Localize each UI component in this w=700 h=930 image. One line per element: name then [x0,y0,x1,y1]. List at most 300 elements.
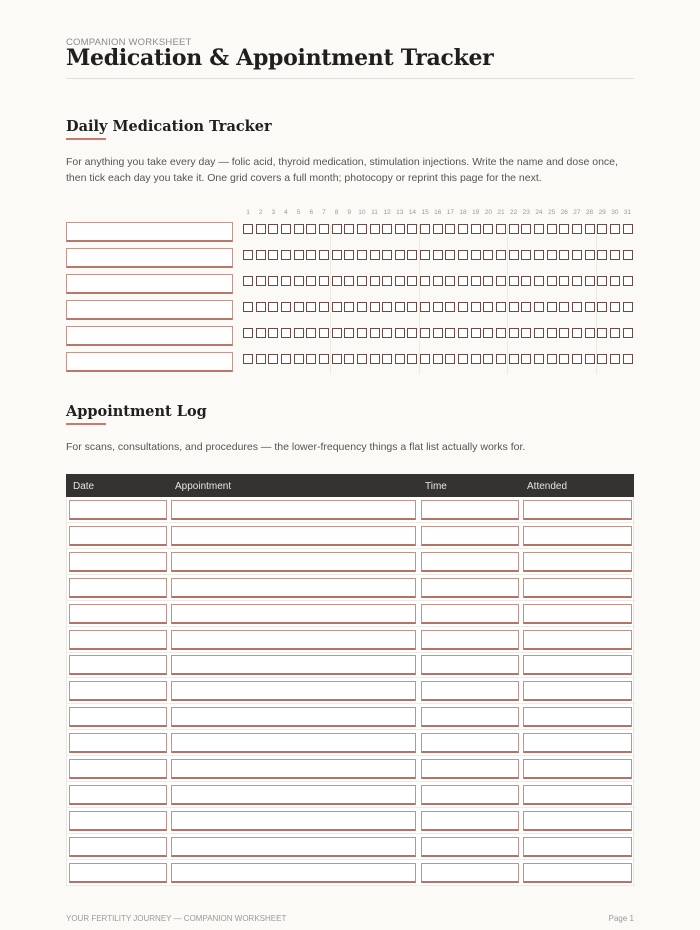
day-checkbox[interactable] [623,224,633,234]
day-checkbox[interactable] [445,224,455,234]
day-checkbox[interactable] [483,224,493,234]
day-number: 2 [258,209,263,216]
day-checkbox[interactable] [370,302,380,312]
day-checkbox[interactable] [623,302,633,312]
day-checkbox[interactable] [597,276,607,286]
date-field[interactable] [69,863,167,883]
day-checkbox[interactable] [496,328,506,338]
footer-text: YOUR FERTILITY JOURNEY — COMPANION WORKSHEET [66,914,287,923]
day-checkbox[interactable] [610,302,620,312]
day-checkbox[interactable] [483,328,493,338]
day-checkbox[interactable] [572,224,582,234]
day-checkbox[interactable] [547,276,557,286]
appointment-field[interactable] [171,681,416,701]
day-checkbox[interactable] [433,224,443,234]
time-field[interactable] [421,759,519,779]
day-checkbox[interactable] [268,224,278,234]
day-checkbox[interactable] [357,354,367,364]
table-row [67,782,635,808]
date-field[interactable] [69,837,167,857]
day-checkbox[interactable] [445,354,455,364]
attended-field[interactable] [523,681,632,701]
day-checkbox[interactable] [370,328,380,338]
appointment-table-body [66,497,634,886]
day-number: 25 [547,209,556,216]
appointment-description: For scans, consultations, and procedures — the lower-frequency things a flat list actually works for. [66,441,526,453]
attended-field[interactable] [523,655,632,675]
attended-field[interactable] [523,604,632,624]
day-checkbox[interactable] [281,250,291,260]
day-checkbox[interactable] [534,276,544,286]
day-checkbox[interactable] [281,354,291,364]
day-number: 12 [383,209,391,216]
table-row [67,808,635,834]
date-field[interactable] [69,604,167,624]
day-checkbox[interactable] [547,354,557,364]
day-checkbox[interactable] [357,276,367,286]
day-checkbox[interactable] [496,354,506,364]
day-checkbox[interactable] [256,224,266,234]
appointment-field[interactable] [171,811,416,831]
day-checkbox[interactable] [395,328,405,338]
day-number: 5 [296,209,301,216]
time-field[interactable] [421,655,519,675]
day-checkbox[interactable] [420,276,430,286]
day-checkbox[interactable] [332,302,342,312]
day-checkbox[interactable] [407,224,417,234]
day-checkbox[interactable] [395,250,405,260]
day-checkbox[interactable] [433,328,443,338]
day-checkbox[interactable] [306,276,316,286]
attended-field[interactable] [523,759,632,779]
date-field[interactable] [69,811,167,831]
column-header-appointment: Appointment [175,481,232,492]
day-checkbox[interactable] [585,354,595,364]
day-checkbox[interactable] [585,224,595,234]
day-checkbox[interactable] [306,302,316,312]
day-number: 9 [347,209,351,216]
day-checkbox[interactable] [521,276,531,286]
day-checkbox[interactable] [357,250,367,260]
day-checkbox[interactable] [420,354,430,364]
day-checkbox[interactable] [319,302,329,312]
day-checkbox[interactable] [483,276,493,286]
day-number: 3 [271,209,276,216]
day-checkbox[interactable] [471,224,481,234]
table-row [67,652,635,678]
appointment-field[interactable] [171,655,416,675]
appointment-field[interactable] [171,759,416,779]
date-field[interactable] [69,681,167,701]
day-checkbox[interactable] [458,354,468,364]
day-checkbox[interactable] [483,354,493,364]
day-checkbox[interactable] [534,224,544,234]
day-checkbox[interactable] [597,250,607,260]
day-checkbox[interactable] [509,328,519,338]
day-checkbox[interactable] [521,250,531,260]
day-checkbox[interactable] [445,276,455,286]
day-checkbox[interactable] [268,302,278,312]
day-checkbox[interactable] [332,328,342,338]
day-checkbox[interactable] [458,328,468,338]
time-field[interactable] [421,604,519,624]
day-number: 15 [421,209,429,216]
date-field[interactable] [69,500,167,520]
day-checkbox[interactable] [547,302,557,312]
day-checkbox[interactable] [344,250,354,260]
day-checkbox[interactable] [370,276,380,286]
attended-field[interactable] [523,811,632,831]
attended-field[interactable] [523,630,632,650]
day-checkbox[interactable] [597,224,607,234]
day-checkbox[interactable] [256,276,266,286]
date-field[interactable] [69,578,167,598]
day-checkbox[interactable] [256,250,266,260]
day-checkbox[interactable] [420,328,430,338]
day-checkbox[interactable] [509,224,519,234]
table-row [67,860,635,886]
table-row [67,627,635,653]
day-checkbox[interactable] [597,302,607,312]
attended-field[interactable] [523,785,632,805]
date-field[interactable] [69,785,167,805]
day-number: 23 [522,209,530,216]
day-checkbox[interactable] [382,302,392,312]
day-number: 26 [560,209,568,216]
day-number: 17 [446,209,454,216]
day-checkbox[interactable] [294,250,304,260]
appointment-field[interactable] [171,552,416,572]
day-checkbox[interactable] [344,354,354,364]
attended-field[interactable] [523,500,632,520]
day-checkbox[interactable] [623,328,633,338]
day-checkbox[interactable] [610,250,620,260]
day-number: 1 [246,209,250,216]
table-row [67,575,635,601]
day-checkbox[interactable] [294,276,304,286]
medication-name-field[interactable] [66,248,233,268]
day-checkbox[interactable] [623,250,633,260]
day-checkbox[interactable] [294,224,304,234]
day-checkbox[interactable] [585,276,595,286]
day-number: 8 [334,209,339,216]
day-checkbox[interactable] [610,224,620,234]
day-checkbox[interactable] [319,276,329,286]
day-checkbox[interactable] [458,276,468,286]
day-checkbox[interactable] [572,302,582,312]
day-number: 16 [434,209,442,216]
day-checkbox[interactable] [623,354,633,364]
day-checkbox[interactable] [306,328,316,338]
day-checkbox[interactable] [294,302,304,312]
day-number: 10 [358,209,366,216]
day-checkbox[interactable] [395,302,405,312]
day-checkbox[interactable] [256,302,266,312]
worksheet-page [66,0,634,930]
day-checkbox[interactable] [332,354,342,364]
day-checkbox[interactable] [395,224,405,234]
time-field[interactable] [421,811,519,831]
time-field[interactable] [421,837,519,857]
appointment-section-heading: Appointment Log [66,403,207,420]
day-checkbox[interactable] [382,354,392,364]
column-header-date: Date [73,481,95,492]
appointment-field[interactable] [171,785,416,805]
day-checkbox[interactable] [483,302,493,312]
table-row [67,549,635,575]
day-checkbox[interactable] [521,302,531,312]
day-checkbox[interactable] [370,354,380,364]
day-checkbox[interactable] [534,354,544,364]
appointment-field[interactable] [171,630,416,650]
appointment-field[interactable] [171,837,416,857]
day-checkbox[interactable] [344,302,354,312]
time-field[interactable] [421,552,519,572]
day-checkbox[interactable] [509,276,519,286]
time-field[interactable] [421,578,519,598]
day-checkbox[interactable] [268,354,278,364]
day-number: 30 [611,209,619,216]
day-checkbox[interactable] [534,328,544,338]
date-field[interactable] [69,630,167,650]
day-checkbox[interactable] [332,224,342,234]
day-checkbox[interactable] [496,302,506,312]
day-checkbox[interactable] [559,354,569,364]
date-field[interactable] [69,526,167,546]
time-field[interactable] [421,863,519,883]
day-number: 21 [497,209,505,216]
day-checkbox[interactable] [547,328,557,338]
medication-name-field[interactable] [66,352,233,372]
attended-field[interactable] [523,707,632,727]
day-checkbox[interactable] [559,250,569,260]
day-checkbox[interactable] [243,354,253,364]
day-checkbox[interactable] [306,354,316,364]
day-checkbox[interactable] [445,302,455,312]
table-row [67,834,635,860]
day-number: 22 [510,209,518,216]
day-checkbox[interactable] [458,224,468,234]
appointment-field[interactable] [171,500,416,520]
day-checkbox[interactable] [243,250,253,260]
date-field[interactable] [69,552,167,572]
attended-field[interactable] [523,863,632,883]
day-checkbox[interactable] [319,224,329,234]
day-checkbox[interactable] [433,250,443,260]
day-checkbox[interactable] [243,224,253,234]
day-number: 29 [598,209,606,216]
day-checkbox[interactable] [420,302,430,312]
day-checkbox[interactable] [319,354,329,364]
day-checkbox[interactable] [572,276,582,286]
table-row [67,730,635,756]
day-number: 31 [623,209,632,216]
time-field[interactable] [421,630,519,650]
day-checkbox[interactable] [559,224,569,234]
day-checkbox[interactable] [585,250,595,260]
attended-field[interactable] [523,837,632,857]
day-checkbox[interactable] [243,276,253,286]
table-row [67,678,635,704]
day-checkbox[interactable] [382,224,392,234]
day-checkbox[interactable] [344,276,354,286]
day-checkbox[interactable] [610,328,620,338]
day-checkbox[interactable] [306,250,316,260]
day-checkbox[interactable] [521,224,531,234]
medication-row [66,326,634,346]
day-number: 20 [484,209,492,216]
date-field[interactable] [69,707,167,727]
day-checkbox[interactable] [357,302,367,312]
day-checkbox[interactable] [243,328,253,338]
day-checkbox[interactable] [471,302,481,312]
day-checkbox[interactable] [256,328,266,338]
day-checkbox[interactable] [496,224,506,234]
time-field[interactable] [421,785,519,805]
day-checkbox[interactable] [572,354,582,364]
time-field[interactable] [421,733,519,753]
appointment-field[interactable] [171,733,416,753]
attended-field[interactable] [523,552,632,572]
day-checkbox[interactable] [281,276,291,286]
day-checkbox[interactable] [395,354,405,364]
day-checkbox[interactable] [332,250,342,260]
day-checkbox[interactable] [433,276,443,286]
day-checkbox[interactable] [268,250,278,260]
attended-field[interactable] [523,578,632,598]
medication-name-field[interactable] [66,274,233,294]
day-checkbox[interactable] [319,328,329,338]
day-checkbox[interactable] [420,250,430,260]
day-checkbox[interactable] [433,354,443,364]
day-checkbox[interactable] [521,328,531,338]
day-checkbox[interactable] [509,302,519,312]
day-checkbox[interactable] [243,302,253,312]
day-checkbox[interactable] [382,328,392,338]
day-checkbox[interactable] [559,328,569,338]
time-field[interactable] [421,500,519,520]
day-checkbox[interactable] [572,250,582,260]
day-checkbox[interactable] [332,276,342,286]
title-divider [66,78,634,79]
day-checkbox[interactable] [471,328,481,338]
day-checkbox[interactable] [294,354,304,364]
day-checkbox[interactable] [407,302,417,312]
appointment-field[interactable] [171,526,416,546]
day-checkbox[interactable] [268,328,278,338]
day-checkbox[interactable] [458,250,468,260]
day-checkbox[interactable] [395,276,405,286]
day-checkbox[interactable] [509,250,519,260]
day-checkbox[interactable] [471,276,481,286]
day-checkbox[interactable] [559,302,569,312]
day-checkbox[interactable] [585,328,595,338]
day-checkbox[interactable] [344,224,354,234]
appointment-field[interactable] [171,604,416,624]
day-checkbox[interactable] [521,354,531,364]
day-checkbox[interactable] [370,250,380,260]
day-checkbox[interactable] [458,302,468,312]
day-checkbox[interactable] [407,328,417,338]
appointment-field[interactable] [171,578,416,598]
day-checkbox[interactable] [433,302,443,312]
day-checkbox[interactable] [344,328,354,338]
date-field[interactable] [69,759,167,779]
day-checkbox[interactable] [407,354,417,364]
attended-field[interactable] [523,526,632,546]
medication-section-heading: Daily Medication Tracker [66,118,272,135]
day-checkbox[interactable] [294,328,304,338]
date-field[interactable] [69,655,167,675]
day-checkbox[interactable] [357,328,367,338]
day-checkbox[interactable] [306,224,316,234]
time-field[interactable] [421,707,519,727]
day-number: 18 [459,209,467,216]
medication-row [66,222,634,242]
day-checkbox[interactable] [407,250,417,260]
day-checkbox[interactable] [547,224,557,234]
time-field[interactable] [421,526,519,546]
table-row [67,497,635,523]
day-checkbox[interactable] [623,276,633,286]
day-checkbox[interactable] [610,276,620,286]
day-checkbox[interactable] [445,328,455,338]
medication-name-field[interactable] [66,222,233,242]
time-field[interactable] [421,681,519,701]
day-number: 4 [284,209,288,216]
day-checkbox[interactable] [534,302,544,312]
day-checkbox[interactable] [547,250,557,260]
medication-name-field[interactable] [66,326,233,346]
day-checkbox[interactable] [281,328,291,338]
day-checkbox[interactable] [597,328,607,338]
day-checkbox[interactable] [268,276,278,286]
day-checkbox[interactable] [256,354,266,364]
day-checkbox[interactable] [319,250,329,260]
day-checkbox[interactable] [572,328,582,338]
appointment-field[interactable] [171,863,416,883]
day-checkbox[interactable] [281,302,291,312]
day-checkbox[interactable] [585,302,595,312]
day-checkbox[interactable] [559,276,569,286]
day-checkbox[interactable] [597,354,607,364]
day-checkbox[interactable] [534,250,544,260]
table-row [67,601,635,627]
day-number: 7 [322,209,326,216]
day-checkbox[interactable] [471,250,481,260]
day-checkbox[interactable] [610,354,620,364]
day-checkbox[interactable] [496,250,506,260]
attended-field[interactable] [523,733,632,753]
medication-name-field[interactable] [66,300,233,320]
day-checkbox[interactable] [382,250,392,260]
date-field[interactable] [69,733,167,753]
table-row [67,523,635,549]
day-checkbox[interactable] [370,224,380,234]
day-checkbox[interactable] [281,224,291,234]
day-checkbox[interactable] [357,224,367,234]
day-checkbox[interactable] [445,250,455,260]
appointment-field[interactable] [171,707,416,727]
day-checkbox[interactable] [407,276,417,286]
day-checkbox[interactable] [483,250,493,260]
column-header-attended: Attended [527,481,568,492]
day-checkbox[interactable] [496,276,506,286]
day-checkbox[interactable] [509,354,519,364]
day-checkbox[interactable] [471,354,481,364]
day-checkbox[interactable] [420,224,430,234]
day-checkbox[interactable] [382,276,392,286]
